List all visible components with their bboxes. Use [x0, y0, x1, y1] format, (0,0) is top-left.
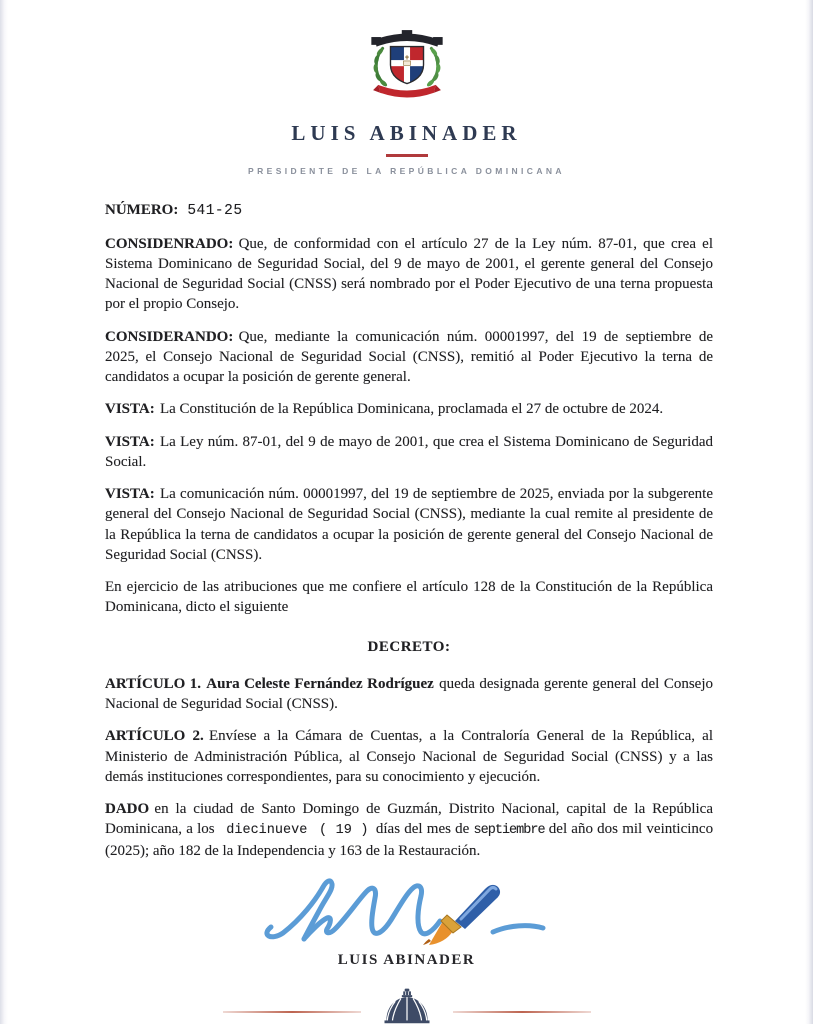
paragraph-label: CONSIDERANDO:: [105, 328, 234, 345]
typed-month: septiembre: [473, 823, 545, 839]
dado-text-2: días del mes de: [375, 821, 470, 838]
vista-paragraph-2: [105, 432, 713, 473]
signature-block: [0, 875, 813, 969]
palace-dome-icon: [377, 987, 437, 1024]
appointee-name: Aura Celeste Fernández Rodríguez: [206, 675, 434, 692]
paragraph-label: CONSIDENRADO:: [105, 235, 234, 252]
president-name: LUIS ABINADER: [291, 121, 522, 145]
signature-with-paintbrush-icon: [257, 875, 557, 949]
paragraph-text: Que, mediante la comunicación núm. 00001997, del 19 de septiembre de 2025, el Consejo Nacional de Seguridad Social (CNSS), remitió al Poder Ejecutivo la terna de candidatos a ocupar la posición de gerente general.: [105, 328, 713, 386]
red-divider: [386, 154, 428, 157]
dado-paragraph: [105, 799, 713, 861]
signatory-name: LUIS ABINADER: [337, 951, 476, 968]
paragraph-text: Envíese a la Cámara de Cuentas, a la Contraloría General de la República, al Ministerio de Administración Pública, al Consejo Nacional de Seguridad Social (CNSS) y a las demás instituciones correspondientes, para su conocimiento y ejecución.: [105, 728, 713, 785]
article-label: ARTÍCULO 1.: [105, 675, 202, 692]
typed-day-number: ( 19 ): [318, 823, 369, 839]
dado-label: DADO: [105, 801, 150, 818]
dado-text-3: del año dos mil veinticinco (2025); año 182 de la Independencia y 163 de la Restauración.: [105, 821, 714, 859]
article-1-paragraph: [105, 674, 713, 715]
paragraph-label: VISTA:: [105, 433, 155, 450]
paragraph-text: En ejercicio de las atribuciones que me confiere el artículo 128 de la Constitución de la República Dominicana, dicto el siguiente: [105, 579, 713, 616]
decree-number-line: [105, 200, 713, 222]
paragraph-label: VISTA:: [105, 486, 155, 503]
paragraph-text: queda designada gerente general del Consejo Nacional de Seguridad Social (CNSS).: [105, 675, 713, 713]
considerando-paragraph-1: [105, 234, 713, 315]
vista-paragraph-1: [105, 399, 713, 419]
decree-number-label: NÚMERO:: [105, 202, 179, 218]
decree-body: [105, 200, 713, 861]
paragraph-text: La Constitución de la República Dominicana, proclamada el 27 de octubre de 2024.: [159, 401, 664, 418]
considerando-paragraph-2: [105, 327, 713, 388]
vista-paragraph-3: [105, 484, 713, 565]
decree-heading: DECRETO:: [367, 638, 451, 655]
paragraph-text: Que, de conformidad con el artículo 27 de la Ley núm. 87-01, que crea el Sistema Dominicano de Seguridad Social, del 9 de mayo de 2001, el gerente general del Consejo Nacional de Seguridad Social (CNSS) será nombrado por el Poder Ejecutivo de una terna propuesta por el propio Consejo.: [105, 235, 713, 313]
footer-left-line: [223, 1011, 361, 1013]
typed-day-word: diecinueve: [226, 823, 308, 839]
president-title: PRESIDENTE DE LA REPÚBLICA DOMINICANA: [248, 166, 565, 176]
decree-number-value: 541-25: [187, 203, 243, 219]
footer-right-line: [453, 1011, 591, 1013]
footer: [0, 987, 813, 1024]
authority-paragraph: [105, 577, 713, 618]
coat-of-arms-icon: [362, 24, 452, 104]
dado-text-1: en la ciudad de Santo Domingo de Guzmán, Distrito Nacional, capital de la República Dominicana, a los: [105, 801, 713, 838]
article-label: ARTÍCULO 2.: [105, 728, 204, 745]
paragraph-label: VISTA:: [105, 401, 155, 418]
paragraph-text: La comunicación núm. 00001997, del 19 de septiembre de 2025, enviada por la subgerente general del Consejo Nacional de Seguridad Social (CNSS), mediante la cual remite al presidente de la República la terna de candidatos a ocupar la posición de gerente general del Consejo Nacional de Seguridad Social (CNSS).: [105, 486, 713, 563]
article-2-paragraph: [105, 726, 713, 787]
paragraph-text: La Ley núm. 87-01, del 9 de mayo de 2001, que crea el Sistema Dominicano de Seguridad Social.: [105, 433, 713, 470]
letterhead: [0, 0, 813, 176]
